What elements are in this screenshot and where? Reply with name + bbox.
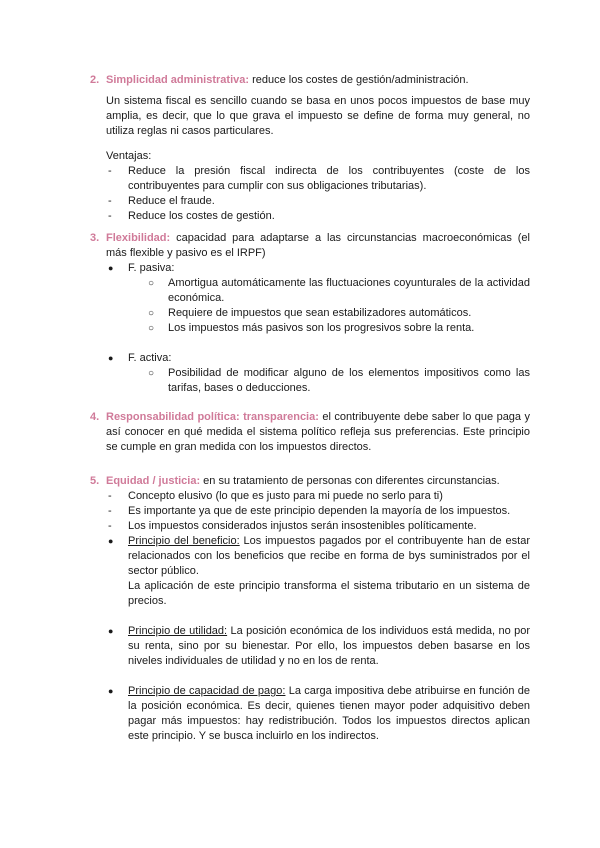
list-item: ○ Los impuestos más pasivos son los progresivos sobre la renta.: [148, 322, 475, 334]
section-lead: en su tratamiento de personas con diferentes circunstancias.: [200, 475, 500, 487]
list-item: - Reduce el fraude.: [108, 195, 215, 207]
bullet-dot: ●: [108, 536, 114, 546]
list-item: ○ Amortigua automáticamente las fluctuaciones coyunturales de la actividad económica.: [148, 277, 530, 304]
bullet-circle: ○: [148, 278, 155, 289]
list-item: - Concepto elusivo (lo que es justo para mi puede no serlo para ti): [108, 490, 443, 502]
section-title: Equidad / justicia:: [106, 475, 201, 487]
list-item: - Reduce los costes de gestión.: [108, 210, 275, 222]
section-heading: [90, 73, 530, 88]
section-heading: [90, 410, 530, 455]
list-item: ● F. pasiva:: [108, 262, 175, 274]
bullet-dot: ●: [108, 686, 114, 696]
list-item: ○ Requiere de impuestos que sean estabilizadores automáticos.: [148, 307, 472, 319]
bullet-dot: ●: [108, 263, 114, 273]
ventajas-label: Ventajas:: [106, 150, 152, 162]
list-item: - Es importante ya que de este principio dependen la mayoría de los impuestos.: [108, 505, 511, 517]
section-heading: [90, 474, 530, 489]
section-number: 2.: [90, 74, 100, 86]
dash-bullet: -: [108, 520, 112, 532]
bullet-circle: ○: [148, 323, 155, 334]
dash-bullet: -: [108, 490, 112, 502]
principle-text: La carga impositiva debe atribuirse en función de la posición económica. Es decir, quienes tienen mayor poder adquisitivo deben pagar más impuestos: hay redistribución. Todos los impuestos directos aplican este principio. Y se busca incluirlo en los indirectos.: [128, 685, 530, 742]
list-item: - Reduce la presión fiscal indirecta de los contribuyentes (coste de los contribuyentes para cumplir con sus obligaciones tributarias).: [108, 165, 530, 192]
dash-bullet: -: [108, 505, 112, 517]
bullet-dot: ●: [108, 626, 114, 636]
dash-bullet: -: [108, 195, 112, 207]
section-responsabilidad: [90, 410, 530, 455]
principle-label: Principio del beneficio:: [128, 535, 240, 547]
section-lead: capacidad para adaptarse a las circunstancias macroeconómicas (el más flexible y pasivo es el IRPF): [106, 232, 530, 259]
principle-label: Principio de capacidad de pago:: [128, 685, 286, 697]
list-item: ○ Posibilidad de modificar alguno de los elementos impositivos como las tarifas, bases o deducciones.: [148, 367, 530, 394]
list-item: - Los impuestos considerados injustos serán insostenibles políticamente.: [108, 520, 477, 532]
bullet-circle: ○: [148, 368, 155, 379]
bullet-circle: ○: [148, 308, 155, 319]
paragraph: Un sistema fiscal es sencillo cuando se basa en unos pocos impuestos de base muy amplia, es decir, que lo que grava el impuesto se define de forma muy general, no utiliza reglas ni casos particulares.: [106, 95, 530, 137]
section-equidad: [90, 474, 530, 744]
principle-text: Los impuestos pagados por el contribuyente han de estar relacionados con los beneficios que recibe en forma de bys suministrados por el sector público.: [128, 535, 530, 577]
section-heading: [90, 231, 530, 261]
section-number: 5.: [90, 475, 100, 487]
principle-utilidad: [90, 624, 530, 669]
section-lead: el contribuyente debe saber lo que paga y así conocer en qué medida el sistema político refleja sus preferencias. Este principio se cumple en gran medida con los impuestos directos.: [106, 411, 530, 453]
section-title: Simplicidad administrativa:: [106, 74, 250, 86]
section-number: 4.: [90, 411, 100, 423]
dash-bullet: -: [108, 210, 112, 222]
principle-extra: La aplicación de este principio transforma el sistema tributario en un sistema de precios.: [128, 580, 530, 607]
principle-beneficio: [90, 534, 530, 609]
section-simplicidad: [90, 73, 530, 224]
section-title: Flexibilidad:: [106, 232, 171, 244]
principle-text: La posición económica de los individuos está medida, no por su renta, sino por su bienestar. Por ello, los impuestos deben basarse en los niveles individuales de utilidad y no en los de renta.: [128, 625, 530, 667]
dash-bullet: -: [108, 165, 112, 177]
principle-label: Principio de utilidad:: [128, 625, 228, 637]
section-lead: reduce los costes de gestión/administración.: [249, 74, 469, 86]
section-flexibilidad: [90, 231, 530, 396]
bullet-dot: ●: [108, 353, 114, 363]
section-title: Responsabilidad política: transparencia:: [106, 411, 319, 423]
section-number: 3.: [90, 232, 100, 244]
principle-capacidad: [90, 684, 530, 744]
list-item: ● F. activa:: [108, 352, 172, 364]
